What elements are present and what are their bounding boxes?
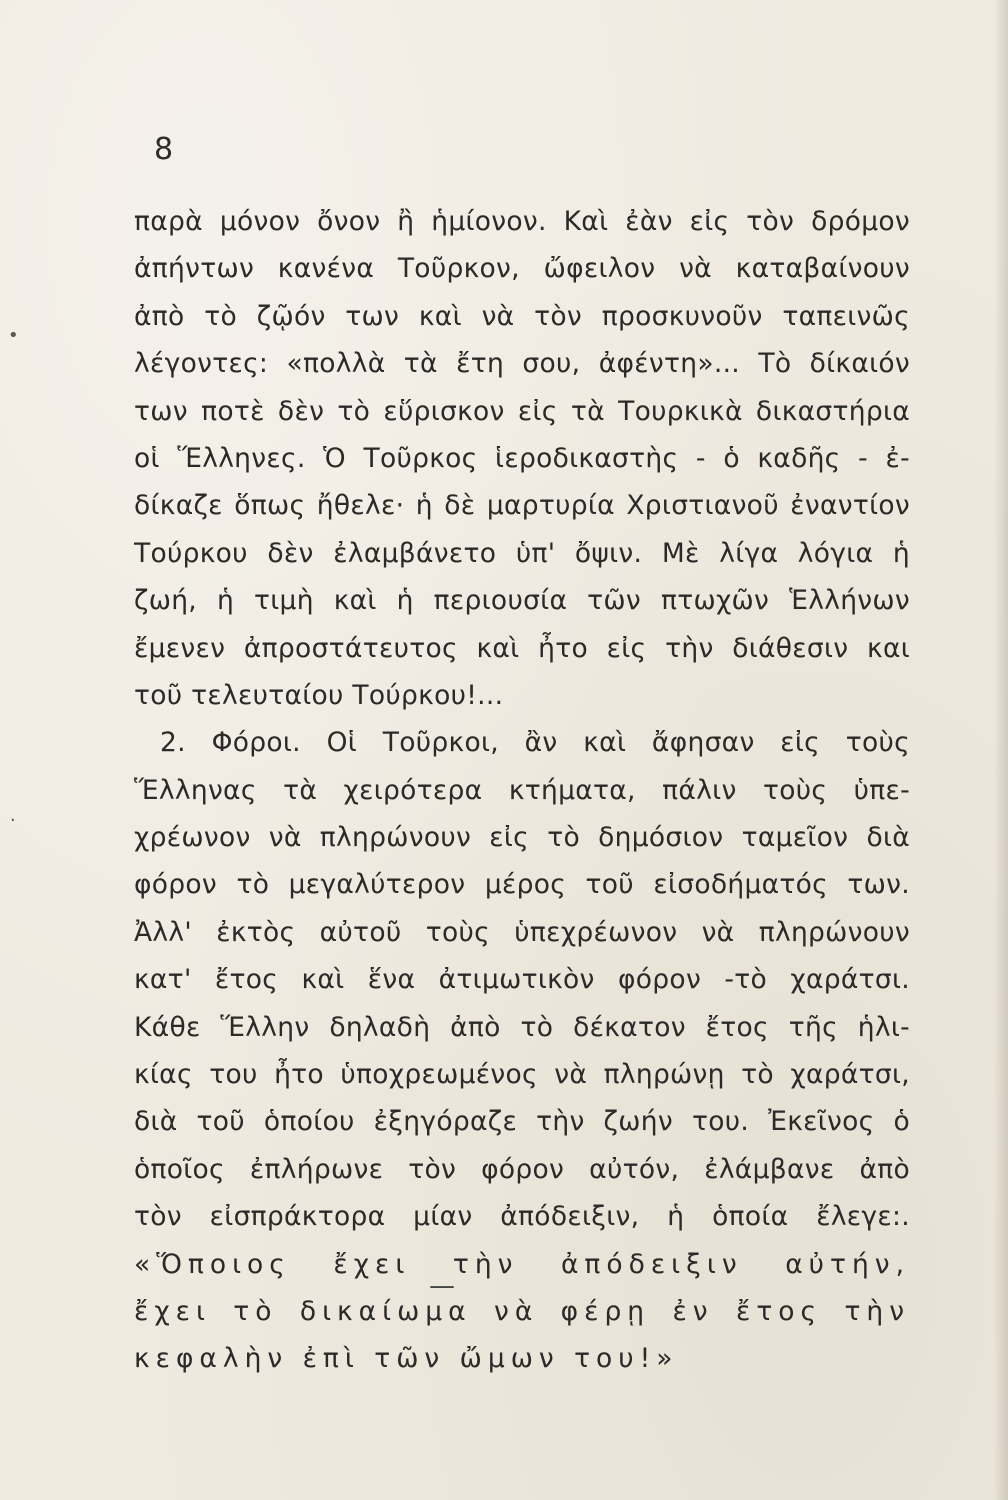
text-line: ὁποῖος ἐπλήρωνε τὸν φόρον αὐτόν, ἐλάμβανε ἀπὸ (134, 1153, 910, 1185)
quote-line: ἔχει τὸ δικαίωμα νὰ φέρῃ ἐν ἔτος τὴν (134, 1295, 910, 1327)
page-number: 8 (154, 132, 174, 167)
text-line: ἔμενεν ἀπροστάτευτος καὶ ἦτο εἰς τὴν διάθεσιν και (134, 632, 910, 664)
text-line: λέγοντες: «πολλὰ τὰ ἔτη σου, ἀφέντη»... Τὸ δίκαιόν (134, 348, 910, 380)
text-line: ἀπὸ τὸ ζῷόν των καὶ νὰ τὸν προσκυνοῦν ταπεινῶς (134, 300, 910, 332)
text-line: κατ' ἔτος καὶ ἕνα ἀτιμωτικὸν φόρον -τὸ χαράτσι. (134, 964, 910, 996)
margin-speck: · (10, 810, 16, 831)
quote-end-line: κεφαλὴν ἐπὶ τῶν ὤμων του!» (134, 1343, 679, 1375)
body-text (134, 198, 910, 1383)
text-line: τὸν εἰσπράκτορα μίαν ἀπόδειξιν, ἡ ὁποία ἔλεγε:. (134, 1201, 910, 1233)
text-line: φόρον τὸ μεγαλύτερον μέρος τοῦ εἰσοδήματός των. (134, 869, 910, 901)
paragraph-end-line: τοῦ τελευταίου Τούρκου!... (134, 679, 504, 711)
text-line: Ἕλληνας τὰ χειρότερα κτήματα, πάλιν τοὺς ὑπε- (134, 774, 910, 806)
section-heading-line: 2. Φόροι. Οἱ Τοῦρκοι, ἂν καὶ ἄφησαν εἰς τοὺς (160, 727, 910, 759)
margin-speck: • (8, 325, 19, 346)
text-line: ζωή, ἡ τιμὴ καὶ ἡ περιουσία τῶν πτωχῶν Ἑλλήνων (134, 585, 910, 617)
text-line: των ποτὲ δὲν τὸ εὕρισκον εἰς τὰ Τουρκικὰ δικαστήρια (134, 395, 910, 427)
text-line: Τούρκου δὲν ἐλαμβάνετο ὑπ' ὄψιν. Μὲ λίγα λόγια ἡ (134, 537, 910, 569)
text-line: οἱ Ἕλληνες. Ὁ Τοῦρκος ἱεροδικαστὴς - ὁ καδῆς - ἐ- (134, 442, 910, 474)
text-line: Κάθε Ἕλλην δηλαδὴ ἀπὸ τὸ δέκατον ἔτος τῆς ἡλι- (134, 1011, 910, 1043)
text-line: δίκαζε ὅπως ἤθελε· ἡ δὲ μαρτυρία Χριστιανοῦ ἐναντίον (134, 490, 910, 522)
text-line: χρέωνον νὰ πληρώνουν εἰς τὸ δημόσιον ταμεῖον διὰ (134, 822, 910, 854)
page-edge-shadow (994, 0, 1008, 1500)
end-dash: — (429, 1271, 455, 1301)
text-line: ἀπήντων κανένα Τοῦρκον, ὤφειλον νὰ καταβαίνουν (134, 253, 910, 285)
text-line: κίας του ἦτο ὑποχρεωμένος νὰ πληρώνῃ τὸ χαράτσι, (134, 1059, 910, 1091)
quote-line: «Ὅποιος ἔχει τὴν ἀπόδειξιν αὐτήν, (134, 1248, 910, 1280)
text-line: παρὰ μόνον ὄνον ἢ ἡμίονον. Καὶ ἐὰν εἰς τὸν δρόμον (134, 206, 910, 237)
text-line: Ἀλλ' ἐκτὸς αὐτοῦ τοὺς ὑπεχρέωνον νὰ πληρώνουν (134, 916, 910, 948)
text-line: διὰ τοῦ ὁποίου ἐξηγόραζε τὴν ζωήν του. Ἐκεῖνος ὁ (134, 1106, 910, 1138)
